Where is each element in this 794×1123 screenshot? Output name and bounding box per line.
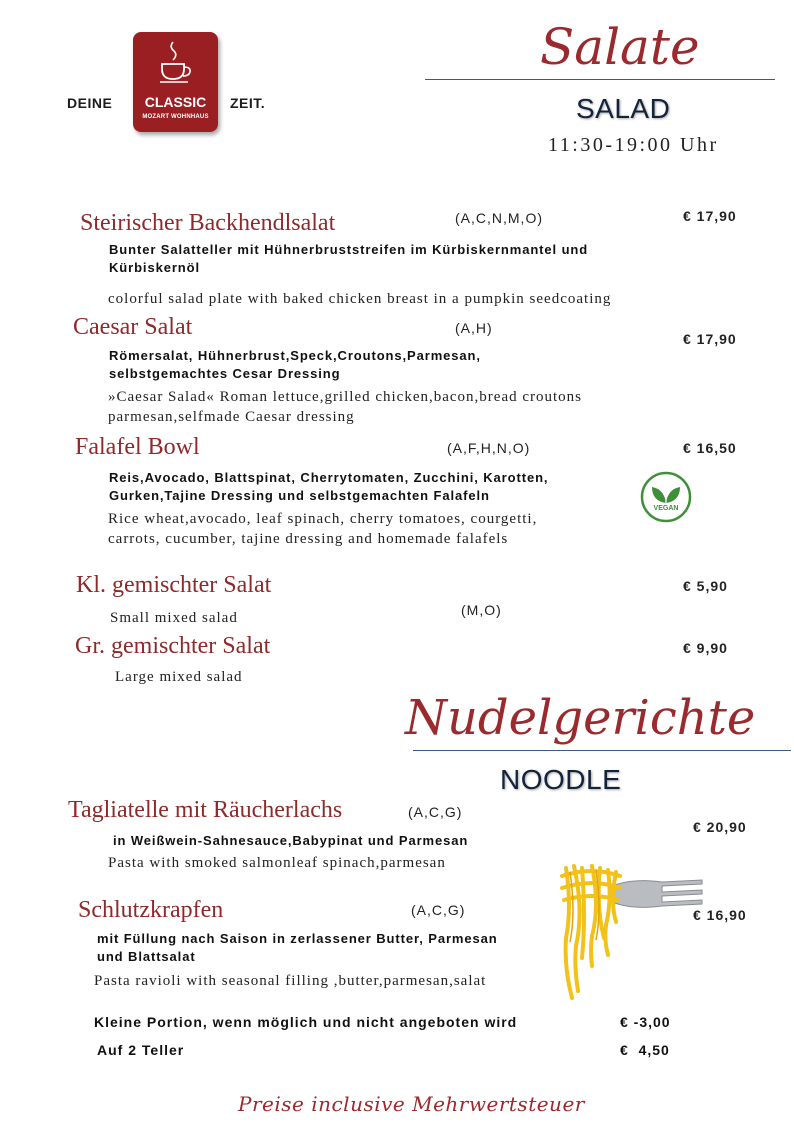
noodle-title: NOODLE — [500, 764, 622, 795]
price: € 9,90 — [683, 640, 728, 656]
description-de: Reis,Avocado, Blattspinat, Cherrytomaten, Zucchini, Karotten, Gurken,Tajine Dressing und selbstgemachten Falafeln — [109, 470, 549, 503]
noodle-divider — [413, 750, 791, 751]
description-en: »Caesar Salad« Roman lettuce,grilled chicken,bacon,bread croutons parmesan,selfmade Caesar dressing — [108, 389, 583, 425]
description-en: Rice wheat,avocado, leaf spinach, cherry tomatoes, courgetti, carrots, cucumber, tajine dressing and homemade falafels — [108, 511, 538, 547]
noodle-script-title: Nudelgerichte — [405, 690, 756, 746]
price: € 17,90 — [683, 331, 737, 347]
extra-label: Kleine Portion, wenn möglich und nicht angeboten wird — [94, 1014, 518, 1030]
salad-title: SALAD — [576, 93, 671, 124]
description-de: Römersalat, Hühnerbrust,Speck,Croutons,Parmesan, selbstgemachtes Cesar Dressing — [109, 348, 481, 381]
logo-brand: CLASSIC — [144, 94, 207, 110]
extra-price: € 4,50 — [620, 1042, 670, 1058]
description-en: Pasta ravioli with seasonal filling ,butter,parmesan,salat — [94, 973, 487, 989]
salad-divider — [425, 79, 775, 80]
logo — [133, 32, 218, 132]
price: € 17,90 — [683, 208, 737, 224]
allergens: (A,C,G) — [408, 804, 463, 820]
vegan-label: VEGAN — [653, 505, 679, 512]
coffee-cup-icon — [159, 40, 193, 88]
logo-right-text: ZEIT. — [230, 95, 266, 111]
description-de: Bunter Salatteller mit Hühnerbruststreifen im Kürbiskernmantel und Kürbiskernöl — [109, 242, 589, 275]
dish-name: Caesar Salat — [73, 314, 193, 340]
vegan-badge — [639, 470, 693, 524]
description-en: Large mixed salad — [115, 669, 243, 685]
dish-name: Falafel Bowl — [75, 434, 200, 460]
description-de: in Weißwein-Sahnesauce,Babypinat und Parmesan — [113, 833, 469, 848]
logo-left-text: DEINE — [67, 95, 113, 111]
price: € 5,90 — [683, 578, 728, 594]
extra-label: Auf 2 Teller — [97, 1042, 185, 1058]
dish-name: Gr. gemischter Salat — [75, 633, 271, 659]
allergens: (A,F,H,N,O) — [447, 440, 531, 456]
pasta-fork-illustration — [552, 858, 707, 1003]
salad-script-title: Salate — [540, 18, 700, 76]
allergens: (A,C,N,M,O) — [455, 210, 543, 226]
footer-note: Preise inclusive Mehrwertsteuer — [238, 1092, 585, 1116]
logo-brand-sub: MOZART WOHNHAUS — [142, 114, 209, 120]
allergens: (A,H) — [455, 320, 493, 336]
opening-hours: 11:30-19:00 Uhr — [548, 134, 719, 156]
allergens: (A,C,G) — [411, 902, 466, 918]
dish-name: Steirischer Backhendlsalat — [80, 210, 336, 236]
dish-name: Kl. gemischter Salat — [76, 572, 272, 598]
price: € 16,90 — [693, 907, 747, 923]
dish-name: Schlutzkrapfen — [78, 897, 224, 923]
price: € 16,50 — [683, 440, 737, 456]
extra-price: € -3,00 — [620, 1014, 671, 1030]
description-de: mit Füllung nach Saison in zerlassener Butter, Parmesan und Blattsalat — [97, 931, 498, 964]
vegan-leaf-icon — [639, 470, 693, 524]
description-en: Pasta with smoked salmonleaf spinach,parmesan — [108, 855, 446, 871]
description-en: colorful salad plate with baked chicken breast in a pumpkin seedcoating — [108, 291, 612, 307]
dish-name: Tagliatelle mit Räucherlachs — [68, 797, 343, 823]
price: € 20,90 — [693, 819, 747, 835]
description-en: Small mixed salad — [110, 610, 238, 626]
allergens: (M,O) — [461, 602, 502, 618]
